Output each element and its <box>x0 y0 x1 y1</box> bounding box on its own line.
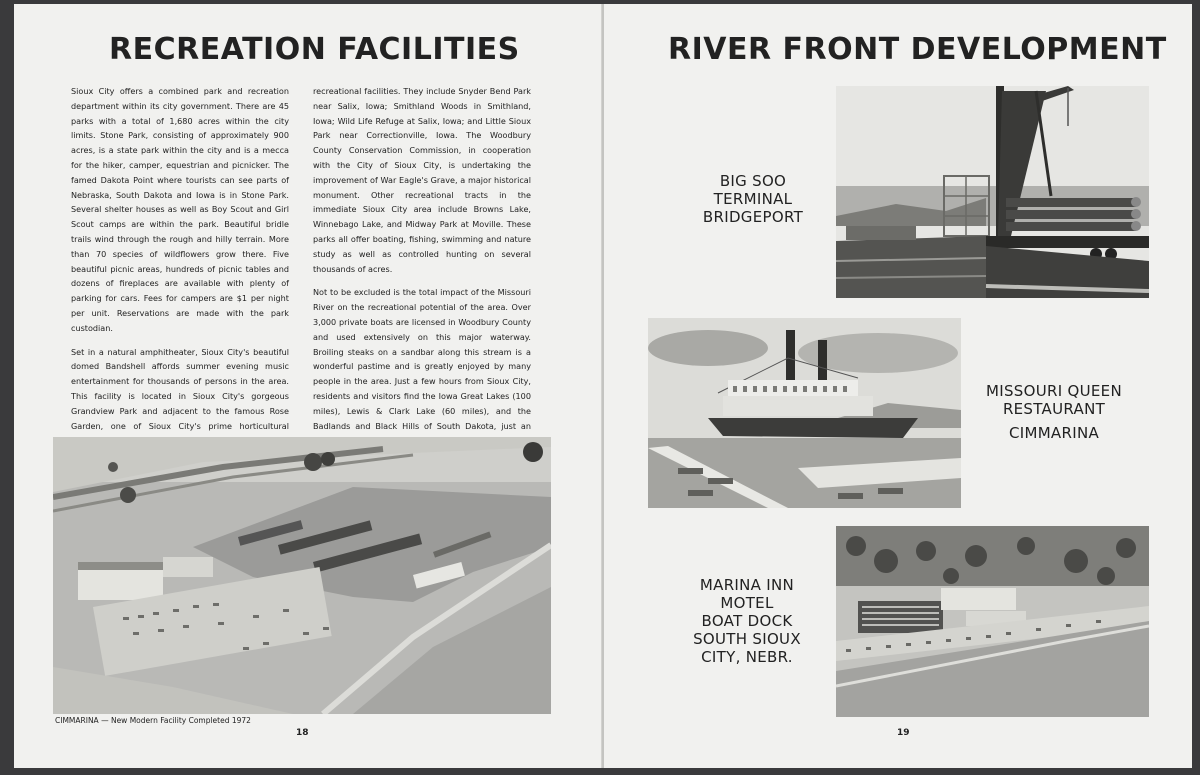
marina-label-line-1: MARINA INN <box>699 576 795 594</box>
text-column-2 <box>313 84 531 457</box>
cimmarina-photo-caption: CIMMARINA — New Modern Facility Completed 1972 <box>55 716 251 725</box>
marina-label-line-5: CITY, NEBR. <box>701 648 793 666</box>
column-2-paragraph-2: Not to be excluded is the total impact of the Missouri River on the recreational potential of the area. Over 3,000 private boats are licensed in Woodbury County and used extensively on this major waterway. Broiling steaks on a sandbar along this stream is a wonderful pastime and is greatly enjoyed by many people in the area. Just a few hours from Sioux City, residents and visitors find the Iowa Great Lakes (100 miles), Lewis & Clark Lake (60 miles), and the Badlands and Black Hills of South Dakota, just an <box>313 287 531 431</box>
missouri-label-line-2: RESTAURANT <box>1002 400 1106 418</box>
missouri-queen-photo <box>648 318 961 508</box>
text-column-1 <box>71 84 289 487</box>
big-soo-label-line-3: BRIDGEPORT <box>702 208 804 226</box>
right-page-heading: RIVER FRONT DEVELOPMENT <box>668 32 1167 67</box>
big-soo-terminal-photo <box>836 86 1149 298</box>
missouri-label-line-3: CIMMARINA <box>1008 424 1100 442</box>
big-soo-label-line-1: BIG SOO <box>719 172 787 190</box>
marina-inn-label <box>682 576 812 666</box>
column-1-paragraph-2: Set in a natural amphitheater, Sioux City's beautiful domed Bandshell affords summer evening music entertainment for thousands of persons in the area. This facility is located in Sioux City's gorgeous Grandview Park and adjacent to the famous Rose Garden, one of Sioux City's prime horticultural <box>71 346 289 431</box>
missouri-queen-label <box>974 382 1134 442</box>
page-number-right: 19 <box>897 728 910 738</box>
page-number-left: 18 <box>296 728 309 738</box>
cimmarina-aerial-photo <box>53 437 551 714</box>
marina-label-line-4: SOUTH SIOUX <box>693 630 801 648</box>
big-soo-terminal-label <box>678 172 828 226</box>
marina-label-line-3: BOAT DOCK <box>701 612 793 630</box>
column-1-paragraph-1: Sioux City offers a combined park and recreation department within its city government. There are 45 parks with a total of 1,680 acres within the city limits. Stone Park, consisting of approximately 900 acres, is a state park within the city and is a mecca for the hiker, camper, equestrian and picnicker. The famed Dakota Point where tourists can see parts of Nebraska, South Dakota and Iowa is in Stone Park. Several shelter houses as well as Boy Scout and Girl Scout camps are within the park. Beautiful bridle trails wind through the rough and hilly terrain. More than 70 species of wildflowers grow there. Five beautiful picnic areas, hundreds of picnic tables and dozens of fireplaces are available with plenty of parking for cars. Fees for campers are $1 per night per unit. Reservations are made with the park custodian. <box>71 86 289 333</box>
big-soo-label-line-2: TERMINAL <box>713 190 793 208</box>
marina-inn-aerial-photo <box>836 526 1149 717</box>
right-page <box>604 4 1192 768</box>
left-page-heading: RECREATION FACILITIES <box>109 32 520 67</box>
column-2-paragraph-1: recreational facilities. They include Snyder Bend Park near Salix, Iowa; Smithland Woods in Smithland, Iowa; Wild Life Refuge at Salix, Iowa; and Little Sioux Park near Correctionville, Iowa. The Woodbury County Conservation Commission, in cooperation with the City of Sioux City, is undertaking the improvement of War Eagle's Grave, a major historical monument. Other recreational tracts in the immediate Sioux City area include Browns Lake, Winnebago Lake, and Midway Park at Moville. These parks all offer boating, fishing, swimming and nature study as well as controlled hunting on several thousands of acres. <box>313 86 531 274</box>
marina-label-line-2: MOTEL <box>720 594 774 612</box>
missouri-label-line-1: MISSOURI QUEEN <box>986 382 1122 400</box>
left-page <box>14 4 602 768</box>
